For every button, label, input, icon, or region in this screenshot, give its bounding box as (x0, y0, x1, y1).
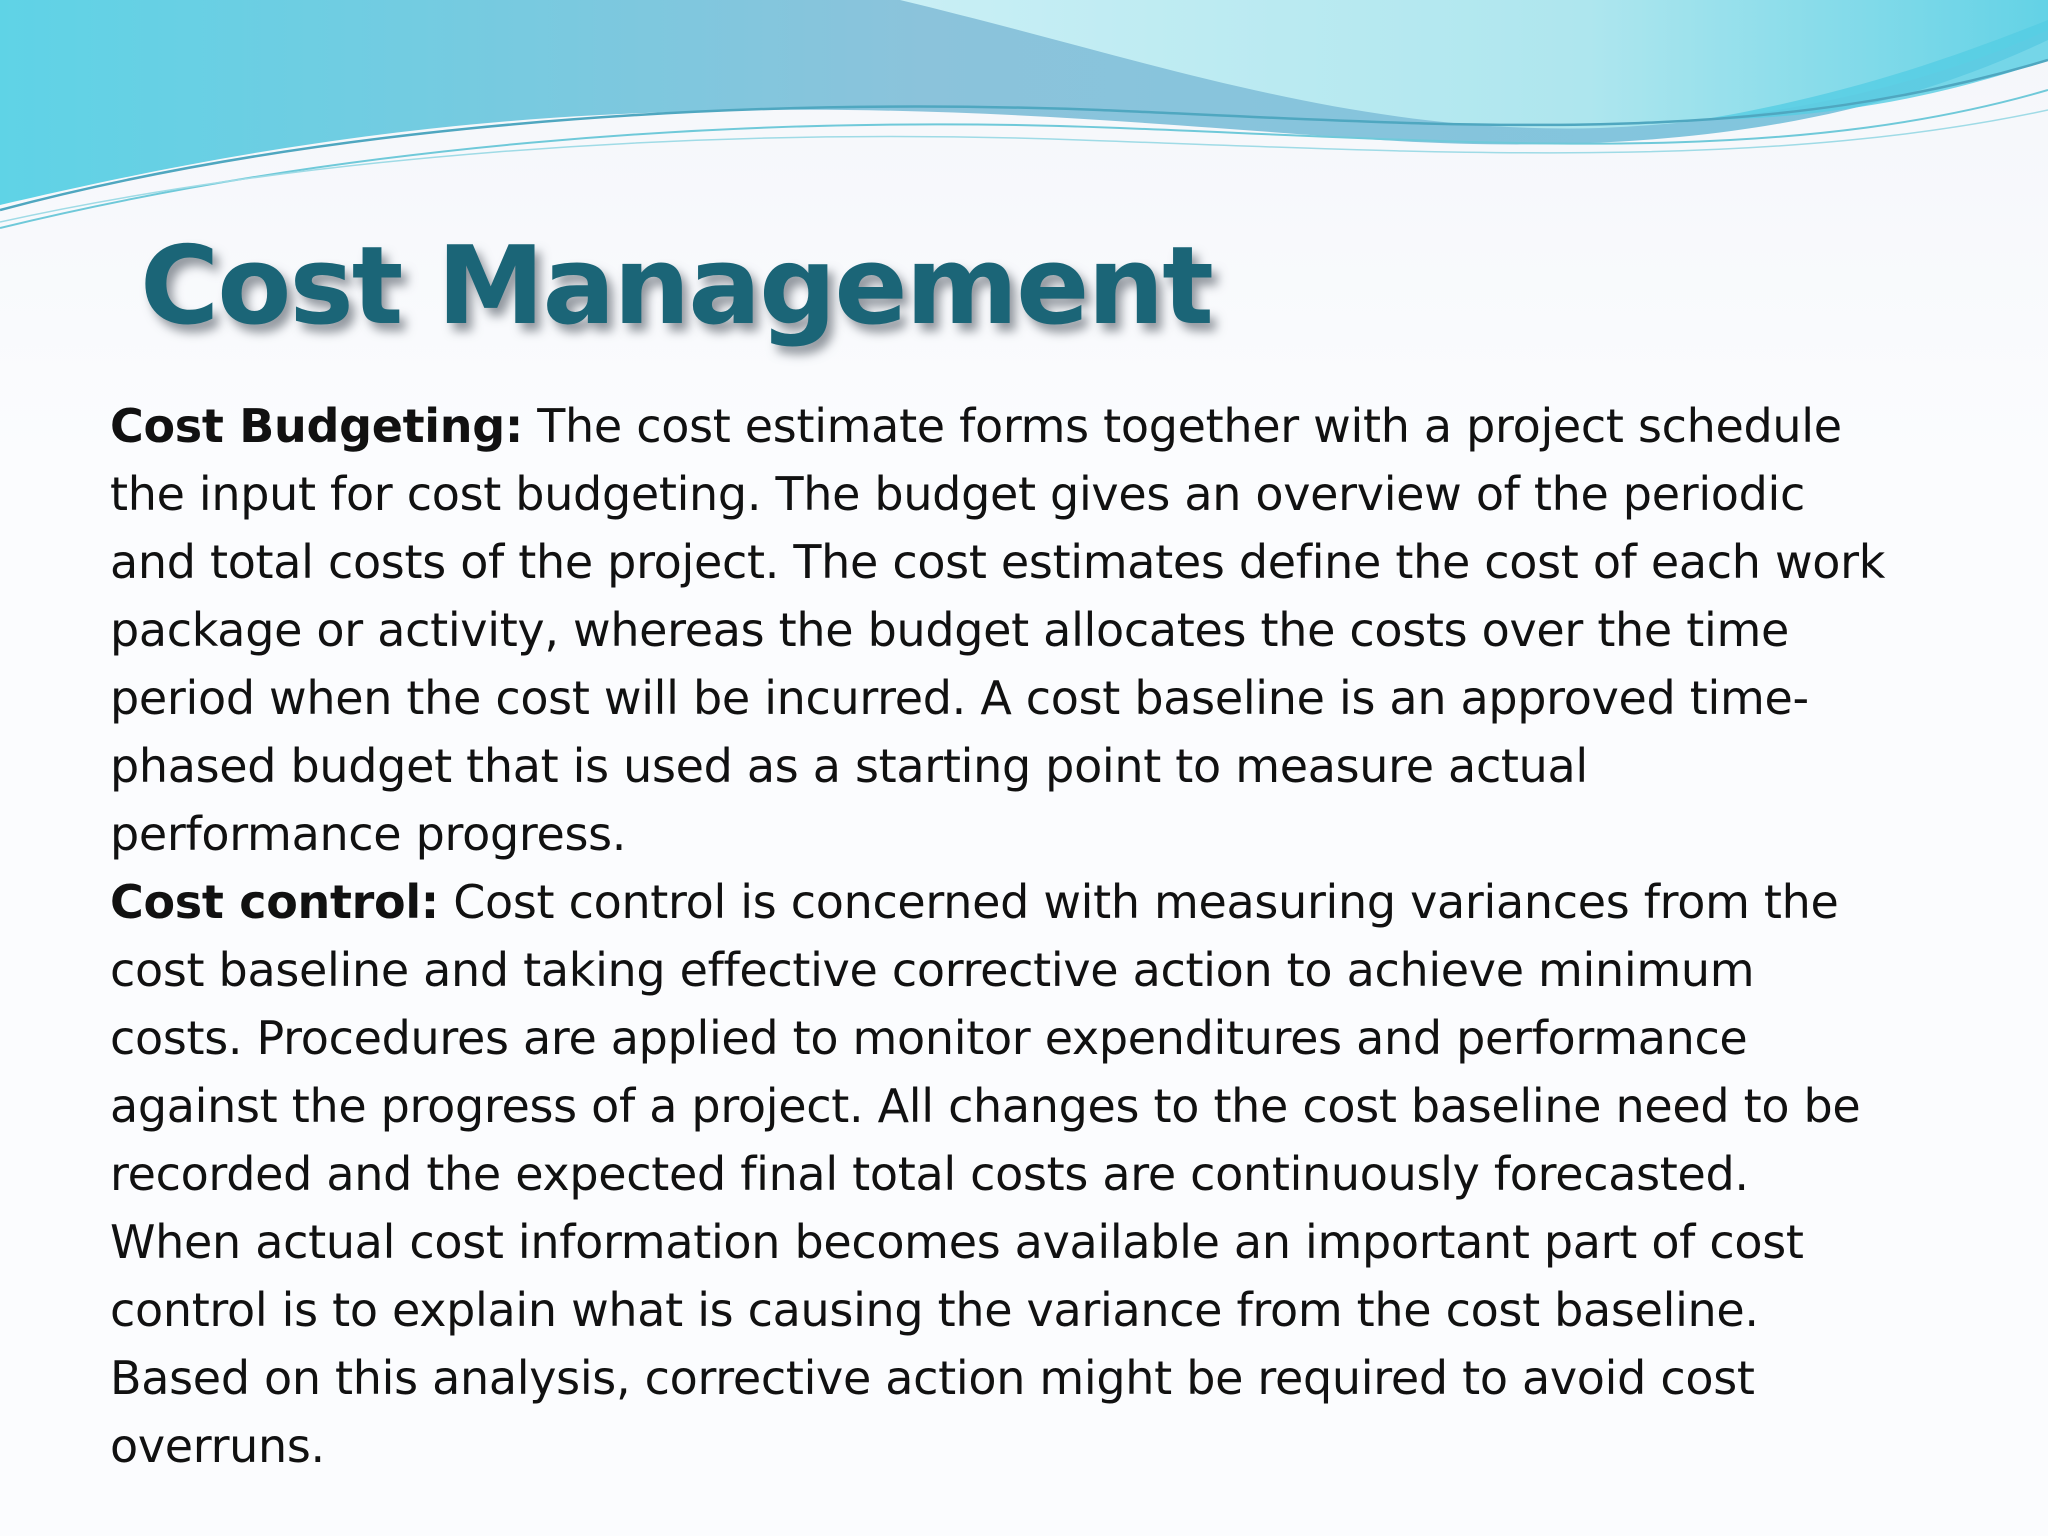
header-wave-decoration (0, 0, 2048, 240)
text-cost-budgeting: The cost estimate forms together with a project schedule the input for cost budgeting. The budget gives an overview of the periodic and total costs of the project. The cost estimates define the cost of each work package or activity, whereas the budget allocates the costs over the time period when the cost will be incurred. A cost baseline is an approved time-phased budget that is used as a starting point to measure actual performance progress. (110, 399, 1886, 861)
term-cost-budgeting: Cost Budgeting: (110, 399, 523, 453)
slide-title: Cost Management (140, 224, 1212, 349)
text-cost-control: Cost control is concerned with measuring variances from the cost baseline and taking effective corrective action to achieve minimum costs. Procedures are applied to monitor expenditures and performance against the progress of a project. All changes to the cost baseline need to be recorded and the expected final total costs are continuously forecasted. When actual cost information becomes available an important part of cost control is to explain what is causing the variance from the cost baseline. Based on this analysis, corrective action might be required to avoid cost overruns. (110, 875, 1861, 1473)
term-cost-control: Cost control: (110, 875, 439, 929)
paragraph-cost-budgeting (110, 392, 1890, 868)
slide-body (110, 392, 1890, 1480)
paragraph-cost-control (110, 868, 1890, 1480)
